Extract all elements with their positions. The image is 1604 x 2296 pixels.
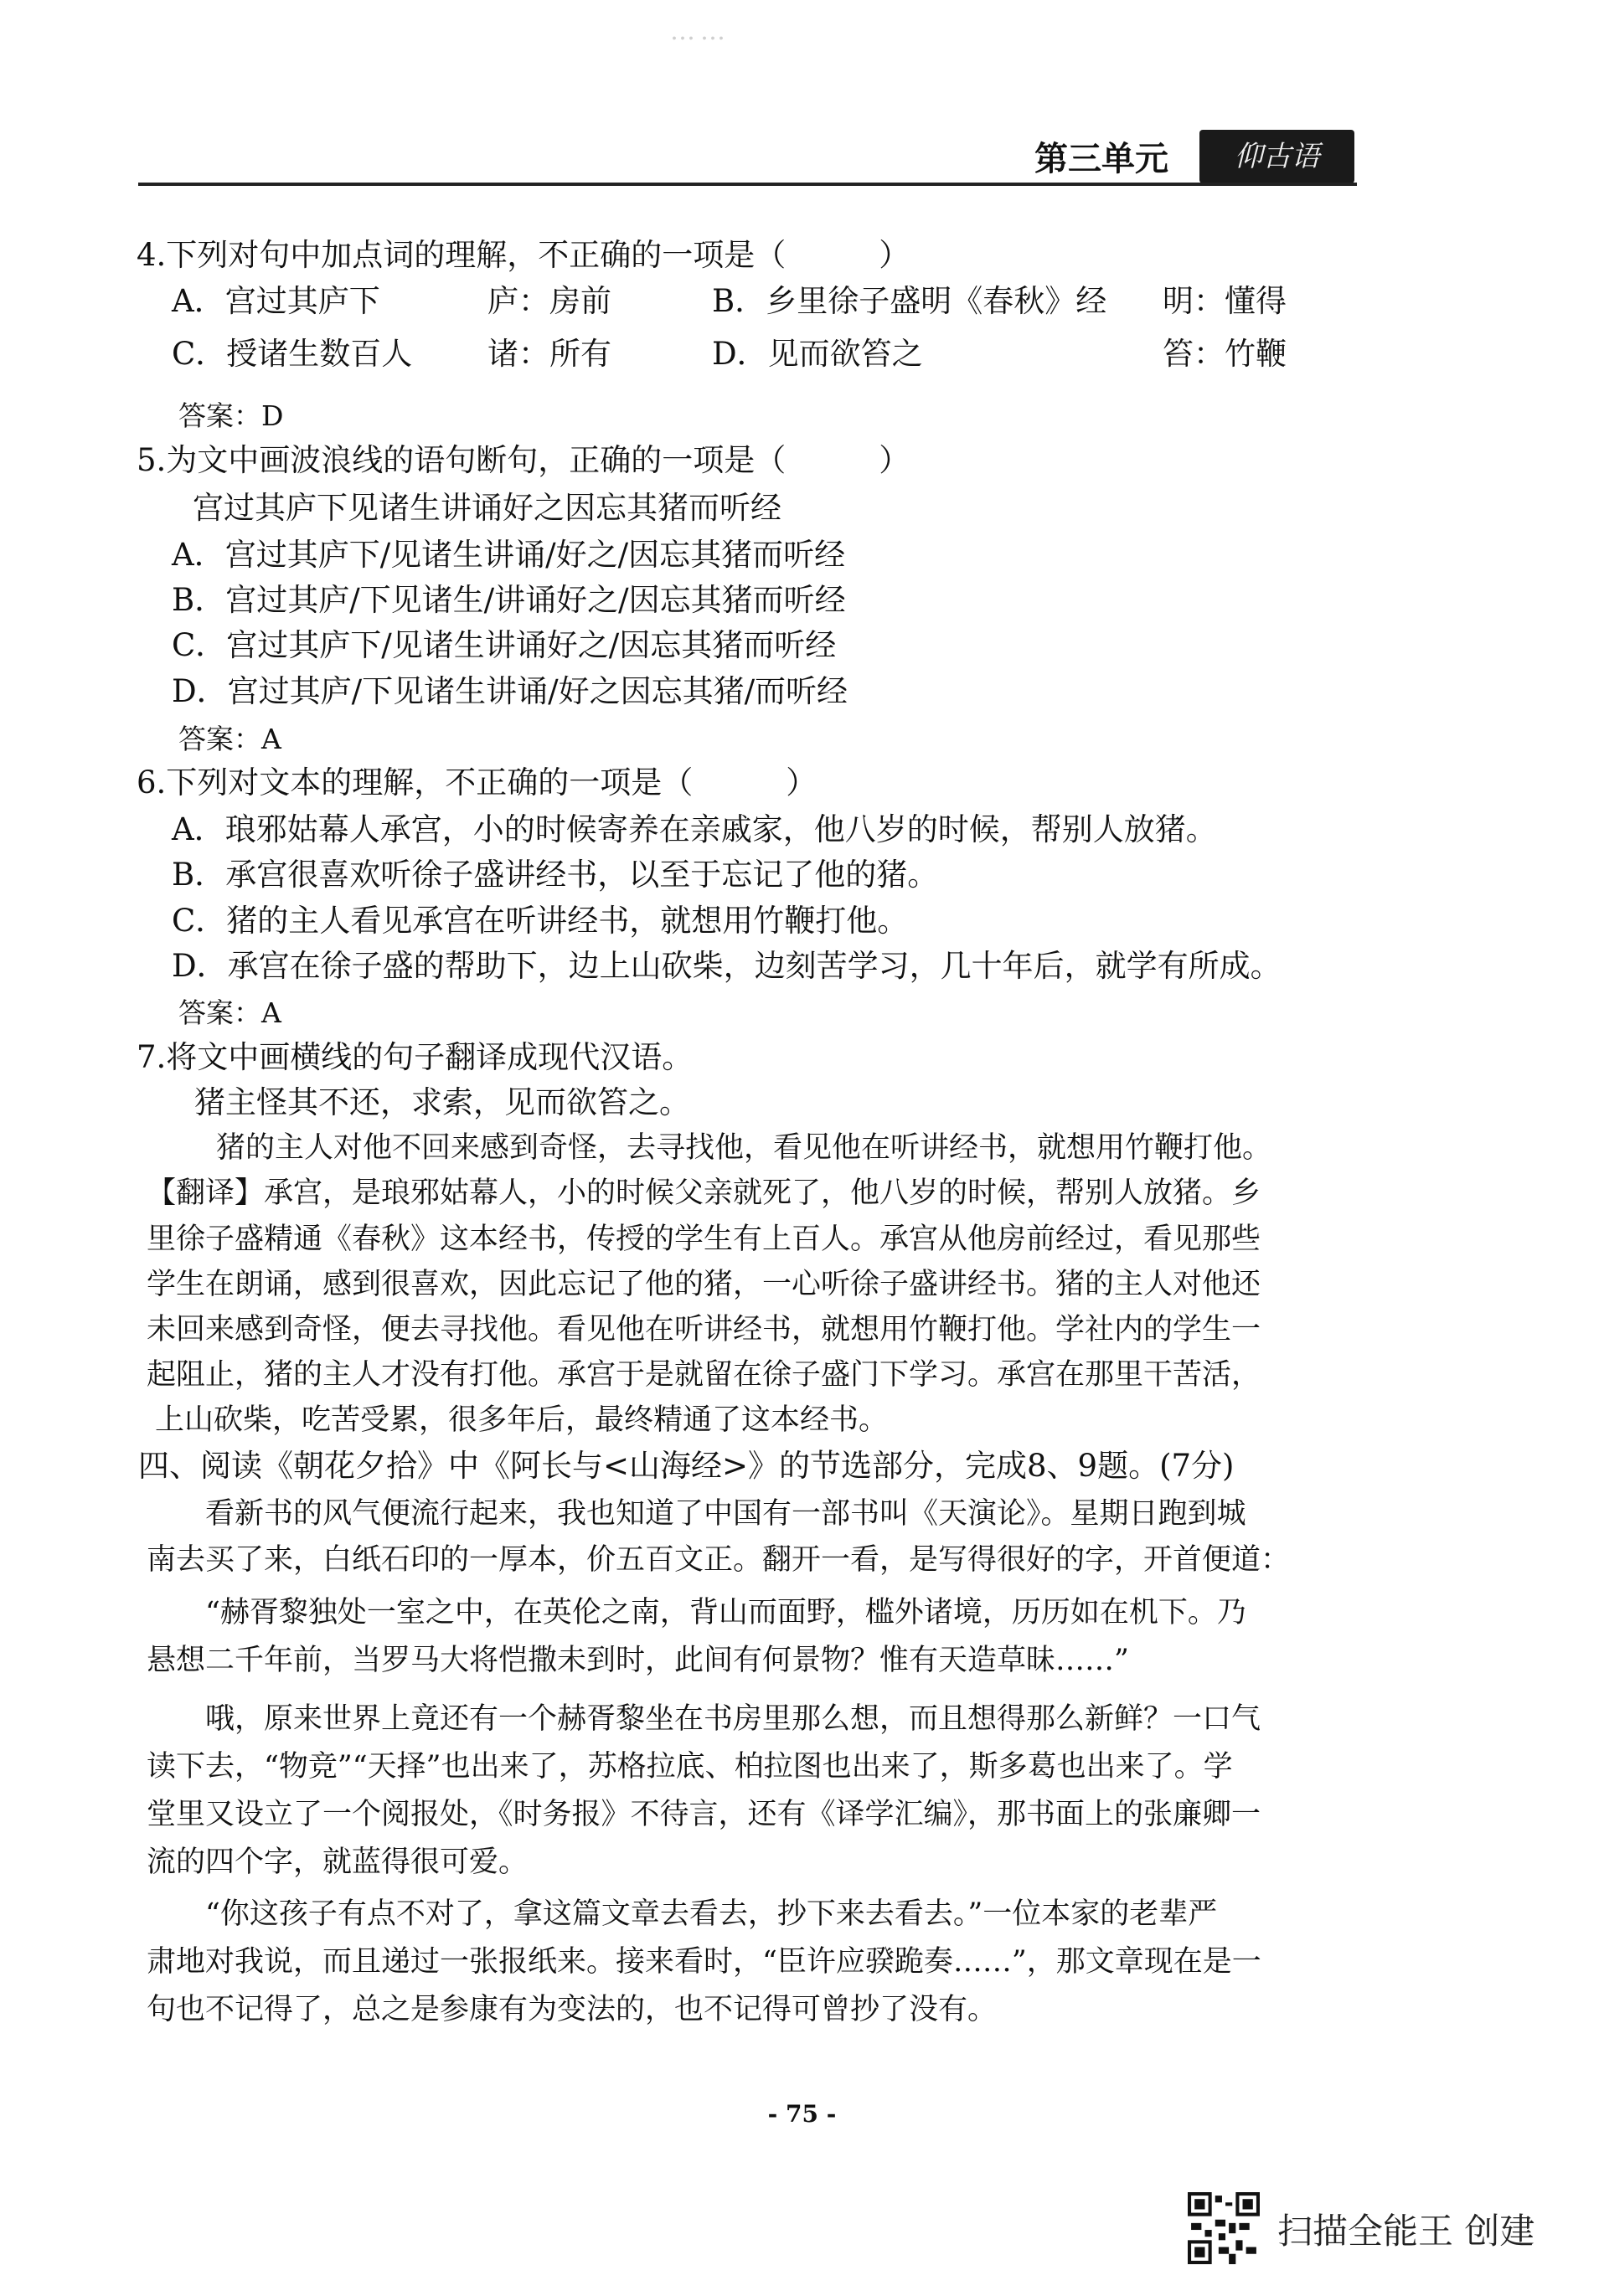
- passage-p3-line1: 哦，原来世界上竟还有一个赫胥黎坐在书房里那么想，而且想得那么新鲜？一口气: [205, 1702, 1261, 1736]
- passage-p1-line1: 看新书的风气便流行起来，我也知道了中国有一部书叫《天演论》。星期日跑到城: [205, 1497, 1246, 1531]
- q6-option-c: C．猪的主人看见承宫在听讲经书，就想用竹鞭打他。: [172, 903, 909, 939]
- passage-p1-line2: 南去买了来，白纸石印的一厚本，价五百文正。翻开一看，是写得很好的字，开首便道：: [147, 1543, 1291, 1577]
- passage-p4-line3: 句也不记得了，总之是参康有为变法的，也不记得可曾抄了没有。: [147, 1993, 998, 2026]
- q4-option-b: B．乡里徐子盛明《春秋》经: [712, 283, 1107, 319]
- passage-p2-line2: 悬想二千年前，当罗马大将恺撒未到时，此间有何景物？惟有天造草昧……”: [147, 1644, 1129, 1677]
- q6-option-b: B．承宫很喜欢听徐子盛讲经书，以至于忘记了他的猪。: [172, 857, 939, 893]
- q5-answer: 答案：A: [178, 723, 281, 755]
- q7-full-translation-6: 上山砍柴，吃苦受累，很多年后，最终精通了这本经书。: [155, 1403, 889, 1437]
- unit-title: 第三单元: [1034, 140, 1168, 178]
- passage-p4-line2: 肃地对我说，而且递过一张报纸来。接来看时，“臣许应骙跪奏……”，那文章现在是一: [147, 1945, 1261, 1979]
- q6-answer: 答案：A: [178, 996, 281, 1029]
- q7-full-translation-5: 起阻止，猪的主人才没有打他。承宫于是就留在徐子盛门下学习。承宫在那里干苦活，: [147, 1358, 1261, 1392]
- q4-b-gloss: 明：懂得: [1163, 283, 1287, 319]
- passage-p4-line1: “你这孩子有点不对了，拿这篇文章去看去，抄下来去看去。”一位本家的老辈严: [205, 1897, 1218, 1931]
- q7-full-translation-2: 里徐子盛精通《春秋》这本经书，传授的学生有上百人。承宫从他房前经过，看见那些: [147, 1223, 1261, 1256]
- q4-c-gloss: 诸：所有: [487, 336, 611, 372]
- q7-full-translation-3: 学生在朗诵，感到很喜欢，因此忘记了他的猪，一心听徐子盛讲经书。猪的主人对他还: [147, 1268, 1261, 1301]
- header-divider: [138, 183, 1357, 186]
- bleed-through-text: ……: [670, 17, 730, 46]
- unit-badge-logo: 仰古语: [1199, 130, 1354, 183]
- q4-answer: 答案：D: [178, 399, 284, 432]
- passage-p3-line3: 堂里又设立了一个阅报处，《时务报》不待言，还有《译学汇编》，那书面上的张廉卿一: [147, 1798, 1261, 1831]
- q4-option-d: D．见而欲笞之: [712, 336, 923, 372]
- q7-stem: 7.将文中画横线的句子翻译成现代汉语。: [137, 1039, 694, 1075]
- scanner-watermark: 扫描全能王 创建: [1277, 2211, 1535, 2252]
- q4-option-a: [172, 282, 380, 321]
- qr-code-icon: [1188, 2192, 1260, 2264]
- page-number: - 75 -: [767, 2100, 837, 2128]
- q6-stem: 6.下列对文本的理解，不正确的一项是（ ）: [137, 764, 817, 801]
- q4-d-gloss: 笞：竹鞭: [1163, 336, 1287, 372]
- q5-option-c: C．宫过其庐下/见诸生讲诵好之/因忘其猪而听经: [172, 627, 837, 663]
- q5-option-d: D．宫过其庐/下见诸生讲诵/好之因忘其猪/而听经: [172, 673, 848, 709]
- passage-p3-line4: 流的四个字，就蓝得很可爱。: [147, 1846, 529, 1879]
- q4-stem: 4.下列对句中加点词的理解，不正确的一项是（ ）: [137, 237, 910, 273]
- q7-sentence: 猪主怪其不还，求索，见而欲笞之。: [194, 1084, 690, 1120]
- q4-option-c: C．授诸生数百人: [172, 336, 413, 372]
- q5-stem: 5.为文中画波浪线的语句断句，正确的一项是（ ）: [137, 442, 910, 478]
- q4-a-gloss: 庐：房前: [487, 283, 611, 319]
- q5-option-b: B．宫过其庐/下见诸生/讲诵好之/因忘其猪而听经: [172, 582, 846, 618]
- q7-full-translation-1: 【翻译】承宫，是琅邪姑幕人，小的时候父亲就死了，他八岁的时候，帮别人放猪。乡: [147, 1176, 1261, 1210]
- section4-heading: 四、阅读《朝花夕拾》中《阿长与<山海经>》的节选部分，完成8、9题。(7分): [138, 1448, 1235, 1484]
- q5-option-a: A．宫过其庐下/见诸生讲诵/好之/因忘其猪而听经: [172, 537, 846, 573]
- passage-p3-line2: 读下去，“物竞”“天择”也出来了，苏格拉底、柏拉图也出来了，斯多葛也出来了。学: [147, 1750, 1233, 1784]
- q7-full-translation-4: 未回来感到奇怪，便去寻找他。看见他在听讲经书，就想用竹鞭打他。学社内的学生一: [147, 1313, 1261, 1346]
- q6-option-d: D．承宫在徐子盛的帮助下，边上山砍柴，边刻苦学习，几十年后，就学有所成。: [172, 948, 1282, 984]
- passage-p2-line1: “赫胥黎独处一室之中，在英伦之南，背山而面野，槛外诸境，历历如在机下。乃: [205, 1596, 1246, 1629]
- q6-option-a: A．琅邪姑幕人承宫，小的时候寄养在亲戚家，他八岁的时候，帮别人放猪。: [172, 811, 1217, 847]
- q7-translation: 猪的主人对他不回来感到奇怪，去寻找他，看见他在听讲经书，就想用竹鞭打他。: [216, 1131, 1272, 1165]
- q4-a-sentence: A．宫过其庐下: [172, 283, 380, 319]
- q5-sentence: 宫过其庐下见诸生讲诵好之因忘其猪而听经: [193, 490, 781, 526]
